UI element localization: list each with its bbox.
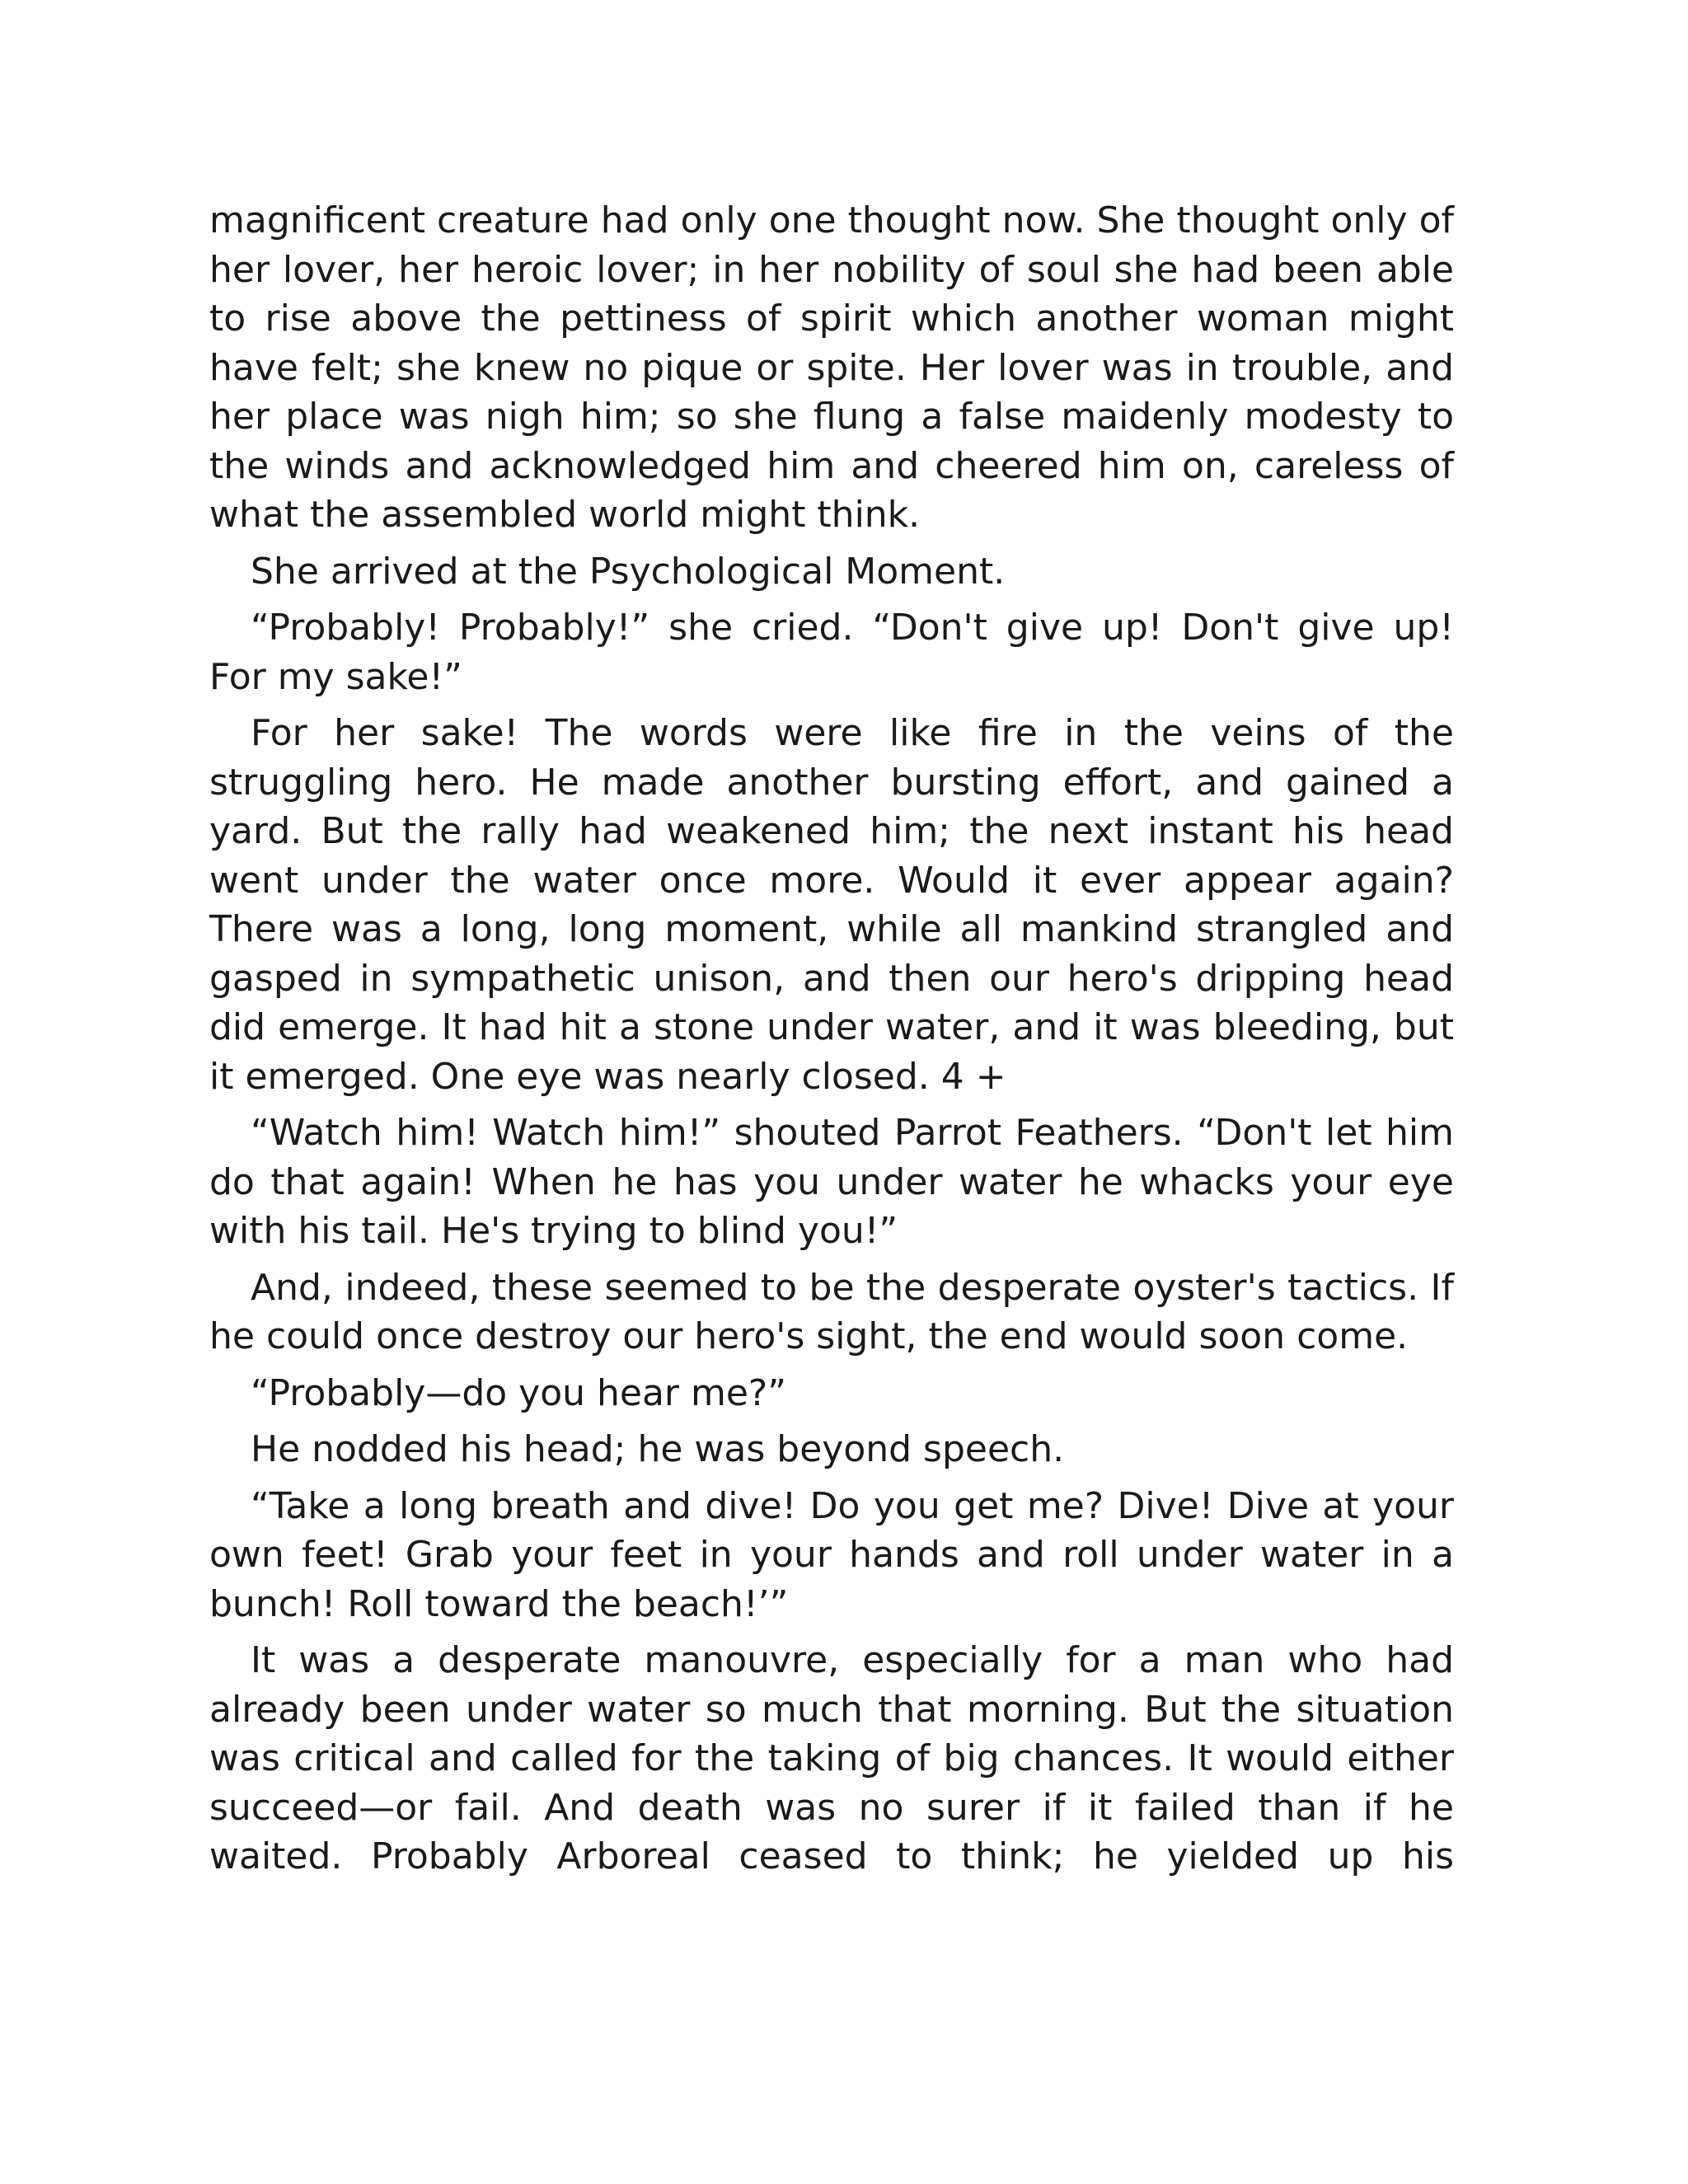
paragraph: He nodded his head; he was beyond speech.: [251, 1428, 1065, 1470]
paragraph: “Take a long breath and dive! Do you get me? Dive! Dive at your own feet! Grab your feet in your hands and roll under water in a bunch! Roll toward the beach!’”: [209, 1484, 1454, 1625]
paragraph: “Watch him! Watch him!” shouted Parrot Feathers. “Don't let him do that again! When he has you under water he whacks your eye with his tail. He's trying to blind you!”: [209, 1112, 1454, 1252]
paragraph: For her sake! The words were like fire in the veins of the struggling hero. He made another bursting effort, and gained a yard. But the rally had weakened him; the next instant his head went under the water once more. Would it ever appear again? There was a long, long moment, while all mankind strangled and gasped in sympathetic unison, and then our hero's dripping head did emerge. It had hit a stone under water, and it was bleeding, but it emerged. One eye was nearly closed. 4 +: [209, 712, 1454, 1098]
paragraph: She arrived at the Psychological Moment.: [251, 550, 1006, 593]
paragraph: “Probably—do you hear me?”: [251, 1371, 787, 1414]
paragraph: It was a desperate manouvre, especially for a man who had already been under water so much that morning. But the situation was critical and called for the taking of big chances. It would either succeed—or fail. And death was no surer if it failed than if he waited. Probably Arboreal ceased to think; he yielded up his: [209, 1639, 1454, 1877]
paragraph: “Probably! Probably!” she cried. “Don't give up! Don't give up! For my sake!”: [209, 607, 1454, 698]
page-text: [209, 196, 1454, 1889]
paragraph: magnificent creature had only one thought now. She thought only of her lover, her heroic lover; in her nobility of soul she had been able to rise above the pettiness of spirit which another woman might have felt; she knew no pique or spite. Her lover was in trouble, and her place was nigh him; so she flung a false maidenly modesty to the winds and acknowledged him and cheered him on, careless of what the assembled world might think.: [209, 199, 1454, 536]
paragraph: And, indeed, these seemed to be the desperate oyster's tactics. If he could once destroy our hero's sight, the end would soon come.: [209, 1266, 1454, 1357]
